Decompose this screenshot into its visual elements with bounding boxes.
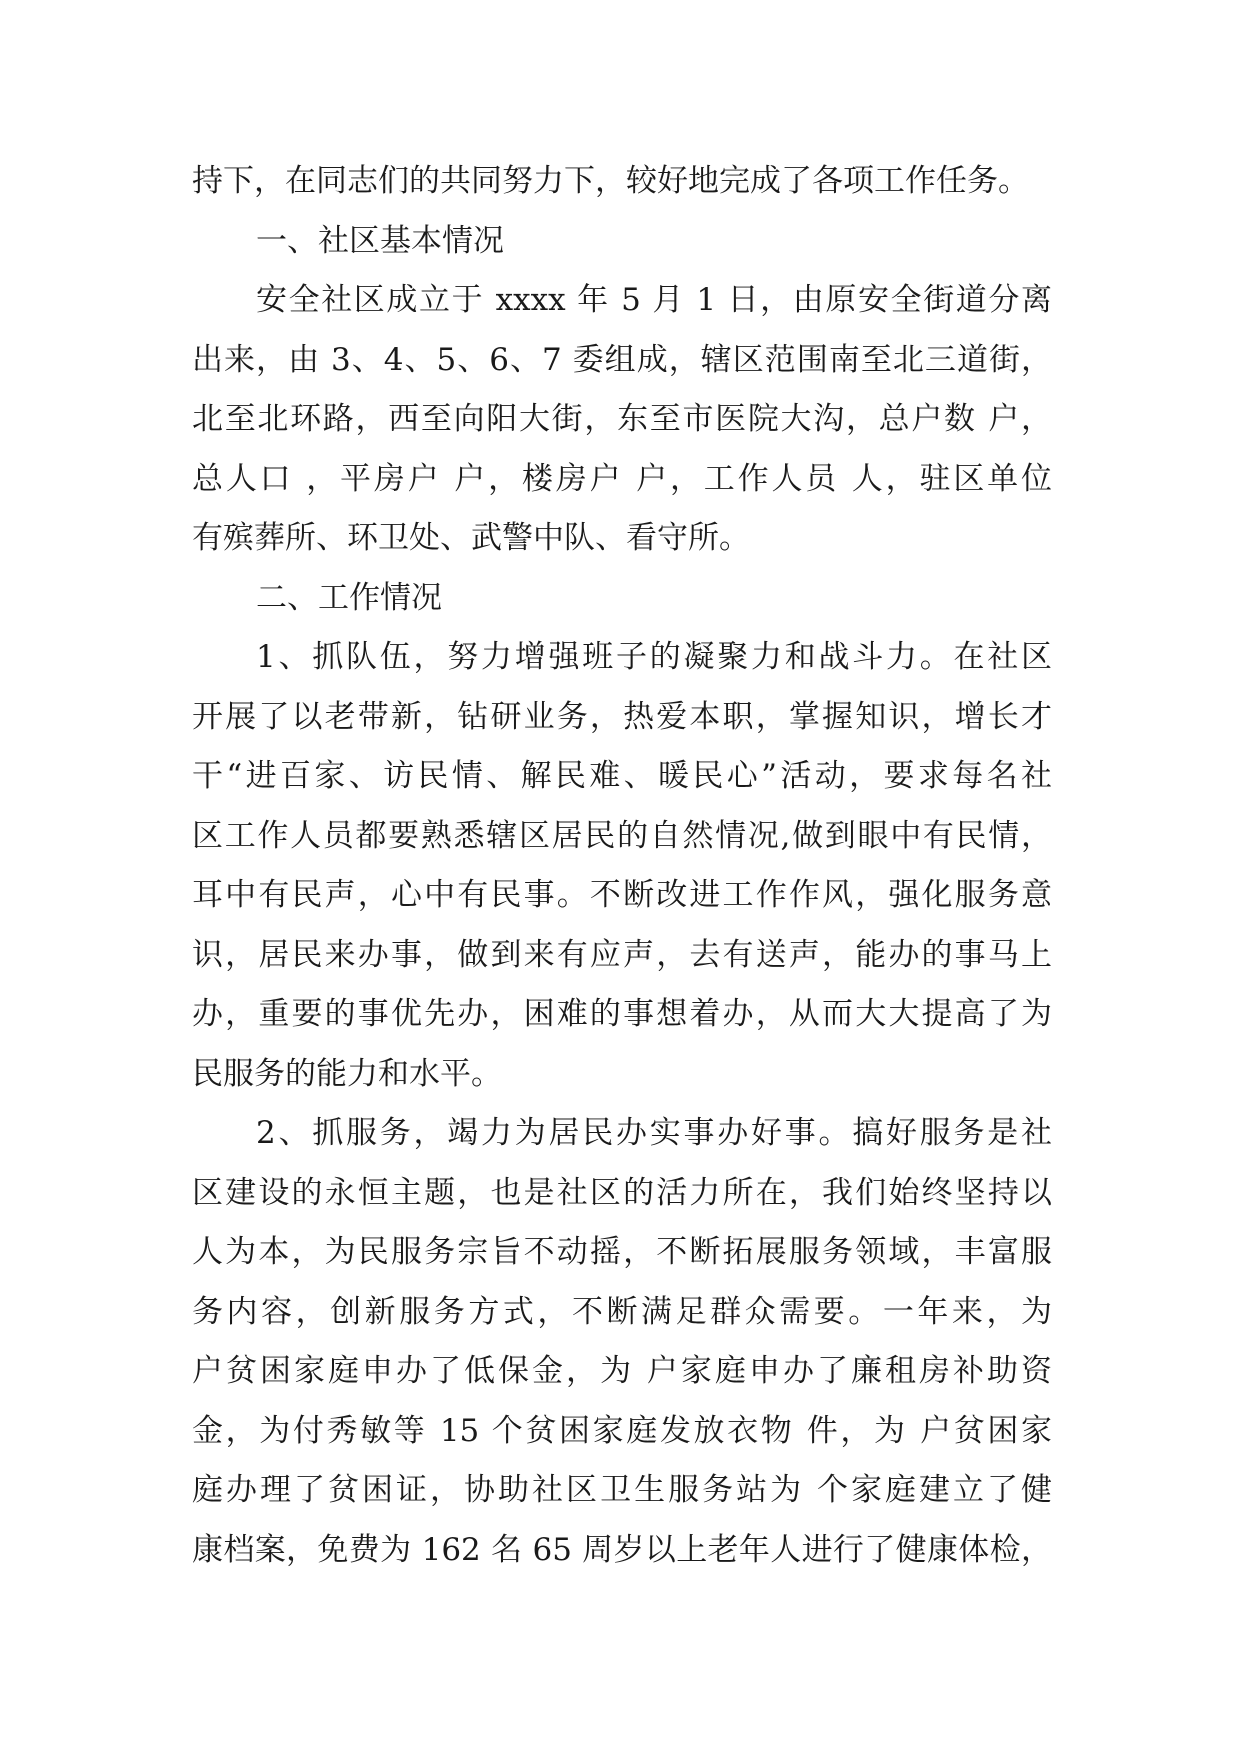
text-line: 户贫困家庭申办了低保金，为 户家庭申办了廉租房补助资 <box>192 1353 1052 1389</box>
text-line: 区工作人员都要熟悉辖区居民的自然情况,做到眼中有民情， <box>192 817 1052 854</box>
text-line: 2、抓服务，竭力为居民办实事办好事。搞好服务是社 <box>256 1115 1052 1151</box>
text-line: 有殡葬所、环卫处、武警中队、看守所。 <box>192 520 750 556</box>
text-line: 识，居民来办事，做到来有应声，去有送声，能办的事马上 <box>192 936 1052 973</box>
text-line: 耳中有民声，心中有民事。不断改进工作作风，强化服务意 <box>192 877 1052 913</box>
text-line: 金，为付秀敏等 15 个贫困家庭发放衣物 件，为 户贫困家 <box>192 1412 1052 1449</box>
text-line: 北至北环路，西至向阳大街，东至市医院大沟，总户数 户， <box>192 401 1052 437</box>
text-line: 开展了以老带新，钻研业务，热爱本职，掌握知识，增长才 <box>192 698 1052 735</box>
text-line: 总人口 ，平房户 户，楼房户 户，工作人员 人，驻区单位 <box>192 460 1052 497</box>
text-line: 出来，由 3、4、5、6、7 委组成，辖区范围南至北三道街， <box>192 341 1052 378</box>
text-line: 干“进百家、访民情、解民难、暖民心”活动，要求每名社 <box>192 758 1052 794</box>
text-line: 区建设的永恒主题，也是社区的活力所在，我们始终坚持以 <box>192 1174 1052 1211</box>
text-line: 庭办理了贫困证，协助社区卫生服务站为 个家庭建立了健 <box>192 1472 1052 1508</box>
text-line: 务内容，创新服务方式，不断满足群众需要。一年来，为 <box>192 1293 1052 1330</box>
text-line: 持下，在同志们的共同努力下，较好地完成了各项工作任务。 <box>192 163 1029 199</box>
text-line: 安全社区成立于 xxxx 年 5 月 1 日，由原安全街道分离 <box>256 282 1052 318</box>
text-line: 人为本，为民服务宗旨不动摇，不断拓展服务领域，丰富服 <box>192 1234 1052 1270</box>
text-line: 办，重要的事优先办，困难的事想着办，从而大大提高了为 <box>192 996 1052 1032</box>
section-heading: 一、社区基本情况 <box>256 222 504 259</box>
section-heading: 二、工作情况 <box>256 579 442 616</box>
text-line: 康档案，免费为 162 名 65 周岁以上老年人进行了健康体检， <box>192 1531 1052 1568</box>
text-line: 民服务的能力和水平。 <box>192 1055 502 1092</box>
document-body <box>192 152 1052 1580</box>
text-line: 1、抓队伍，努力增强班子的凝聚力和战斗力。在社区 <box>256 639 1052 675</box>
